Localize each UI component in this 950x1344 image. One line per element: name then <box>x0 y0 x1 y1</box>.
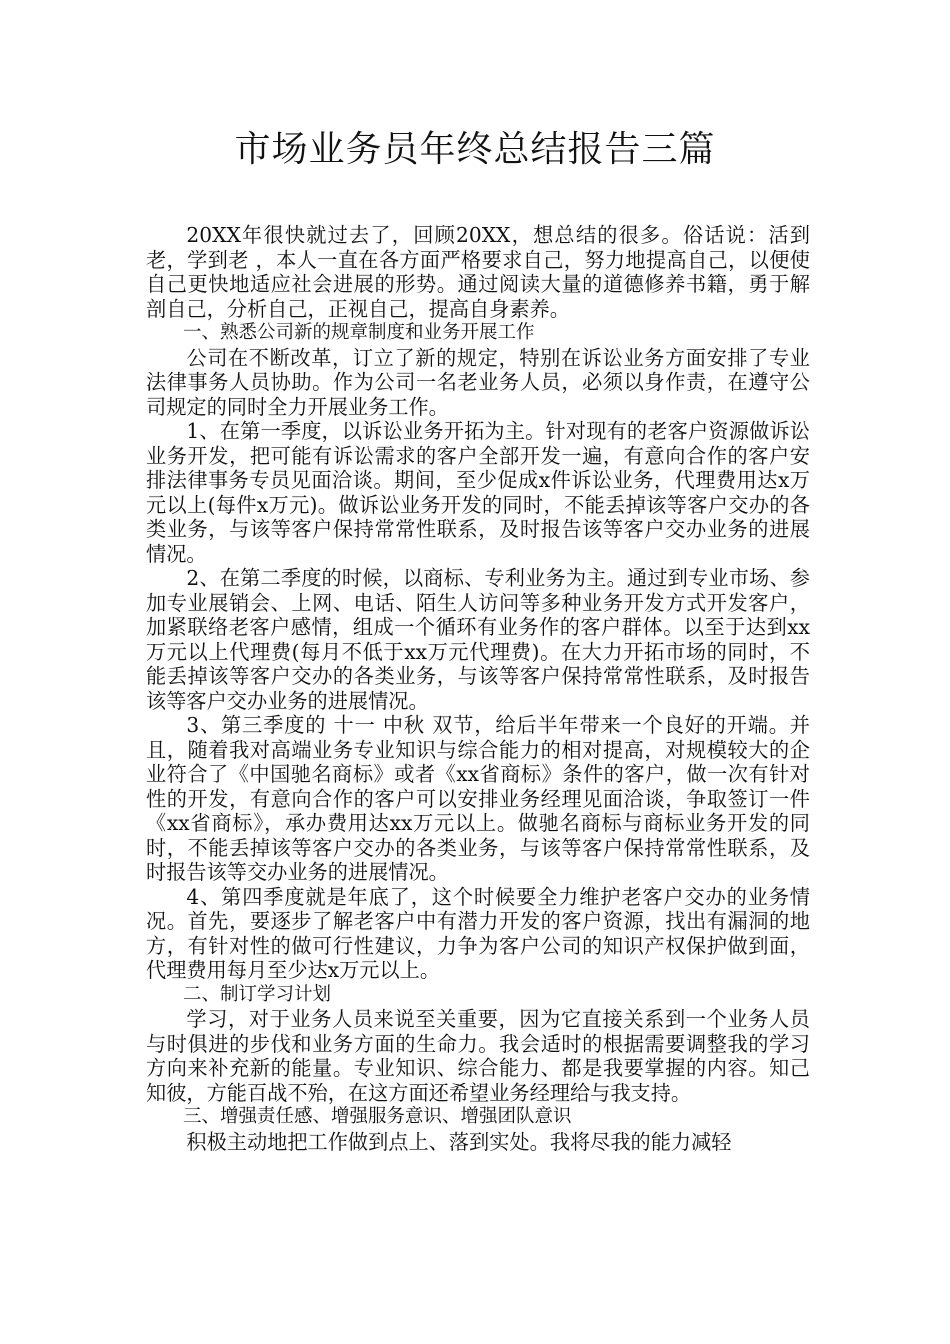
intro-paragraph: 20XX年很快就过去了，回顾20XX，想总结的很多。俗话说：活到老，学到老 ，本人一直在各方面严格要求自己，努力地提高自己，以便使自己更快地适应社会进展的形势。通过阅读大量的道德修养书籍，勇于解剖自己，分析自己，正视自己，提高自身素养。 <box>146 223 810 321</box>
document-title: 市场业务员年终总结报告三篇 <box>234 129 716 170</box>
q2-paragraph: 2、在第二季度的时候，以商标、专利业务为主。通过到专业市场、参加专业展销会、上网、电话、陌生人访问等多种业务开发方式开发客户，加紧联络老客户感情，组成一个循环有业务作的客户群体。以至于达到xx万元以上代理费(每月不低于xx万元代理费)。在大力开拓市场的同时，不能丢掉该等客户交办的各类业务，与该等客户保持常常性联系，及时报告该等客户交办业务的进展情况。 <box>146 566 810 713</box>
section-1-heading: 一、熟悉公司新的规章制度和业务开展工作 <box>183 322 535 343</box>
q4-paragraph: 4、第四季度就是年底了，这个时候要全力维护老客户交办的业务情况。首先，要逐步了解老客户中有潜力开发的客户资源，找出有漏洞的地方，有针对性的做可行性建议，力争为客户公司的知识产权保护做到面，代理费用每月至少达x万元以上。 <box>146 884 810 982</box>
section-2-heading: 二、制订学习计划 <box>183 983 332 1005</box>
section-1-paragraph: 公司在不断改革，订立了新的规定，特别在诉讼业务方面安排了专业法律事务人员协助。作为公司一名老业务人员，必须以身作责，在遵守公司规定的同时全力开展业务工作。 <box>146 345 810 419</box>
q1-paragraph: 1、在第一季度，以诉讼业务开拓为主。针对现有的老客户资源做诉讼业务开发，把可能有诉讼需求的客户全部开发一遍，有意向合作的客户安排法律事务专员见面洽谈。期间，至少促成x件诉讼业务，代理费用达x万元以上(每件x万元)。做诉讼业务开发的同时，不能丢掉该等客户交办的各类业务，与该等客户保持常常性联系，及时报告该等客户交办业务的进展情况。 <box>146 419 810 566</box>
q3-paragraph: 3、第三季度的 十一 中秋 双节，给后半年带来一个良好的开端。并且，随着我对高端业务专业知识与综合能力的相对提高，对规模较大的企业符合了《中国驰名商标》或者《xx省商标》条件的客户，做一次有针对性的开发，有意向合作的客户可以安排业务经理见面洽谈，争取签订一件《xx省商标》，承办费用达xx万元以上。做驰名商标与商标业务开发的同时，不能丢掉该等客户交办的各类业务，与该等客户保持常常性联系，及时报告该等交办业务的进展情况。 <box>146 713 810 884</box>
section-2-paragraph: 学习，对于业务人员来说至关重要，因为它直接关系到一个业务人员与时俱进的步伐和业务方面的生命力。我会适时的根据需要调整我的学习方向来补充新的能量。专业知识、综合能力、都是我要掌握的内容。知己知彼，方能百战不殆，在这方面还希望业务经理给与我支持。 <box>146 1007 810 1105</box>
document-body <box>146 223 810 1154</box>
section-3-paragraph: 积极主动地把工作做到点上、落到实处。我将尽我的能力减轻 <box>186 1129 732 1154</box>
section-3-heading: 三、增强责任感、增强服务意识、增强团队意识 <box>183 1106 572 1127</box>
